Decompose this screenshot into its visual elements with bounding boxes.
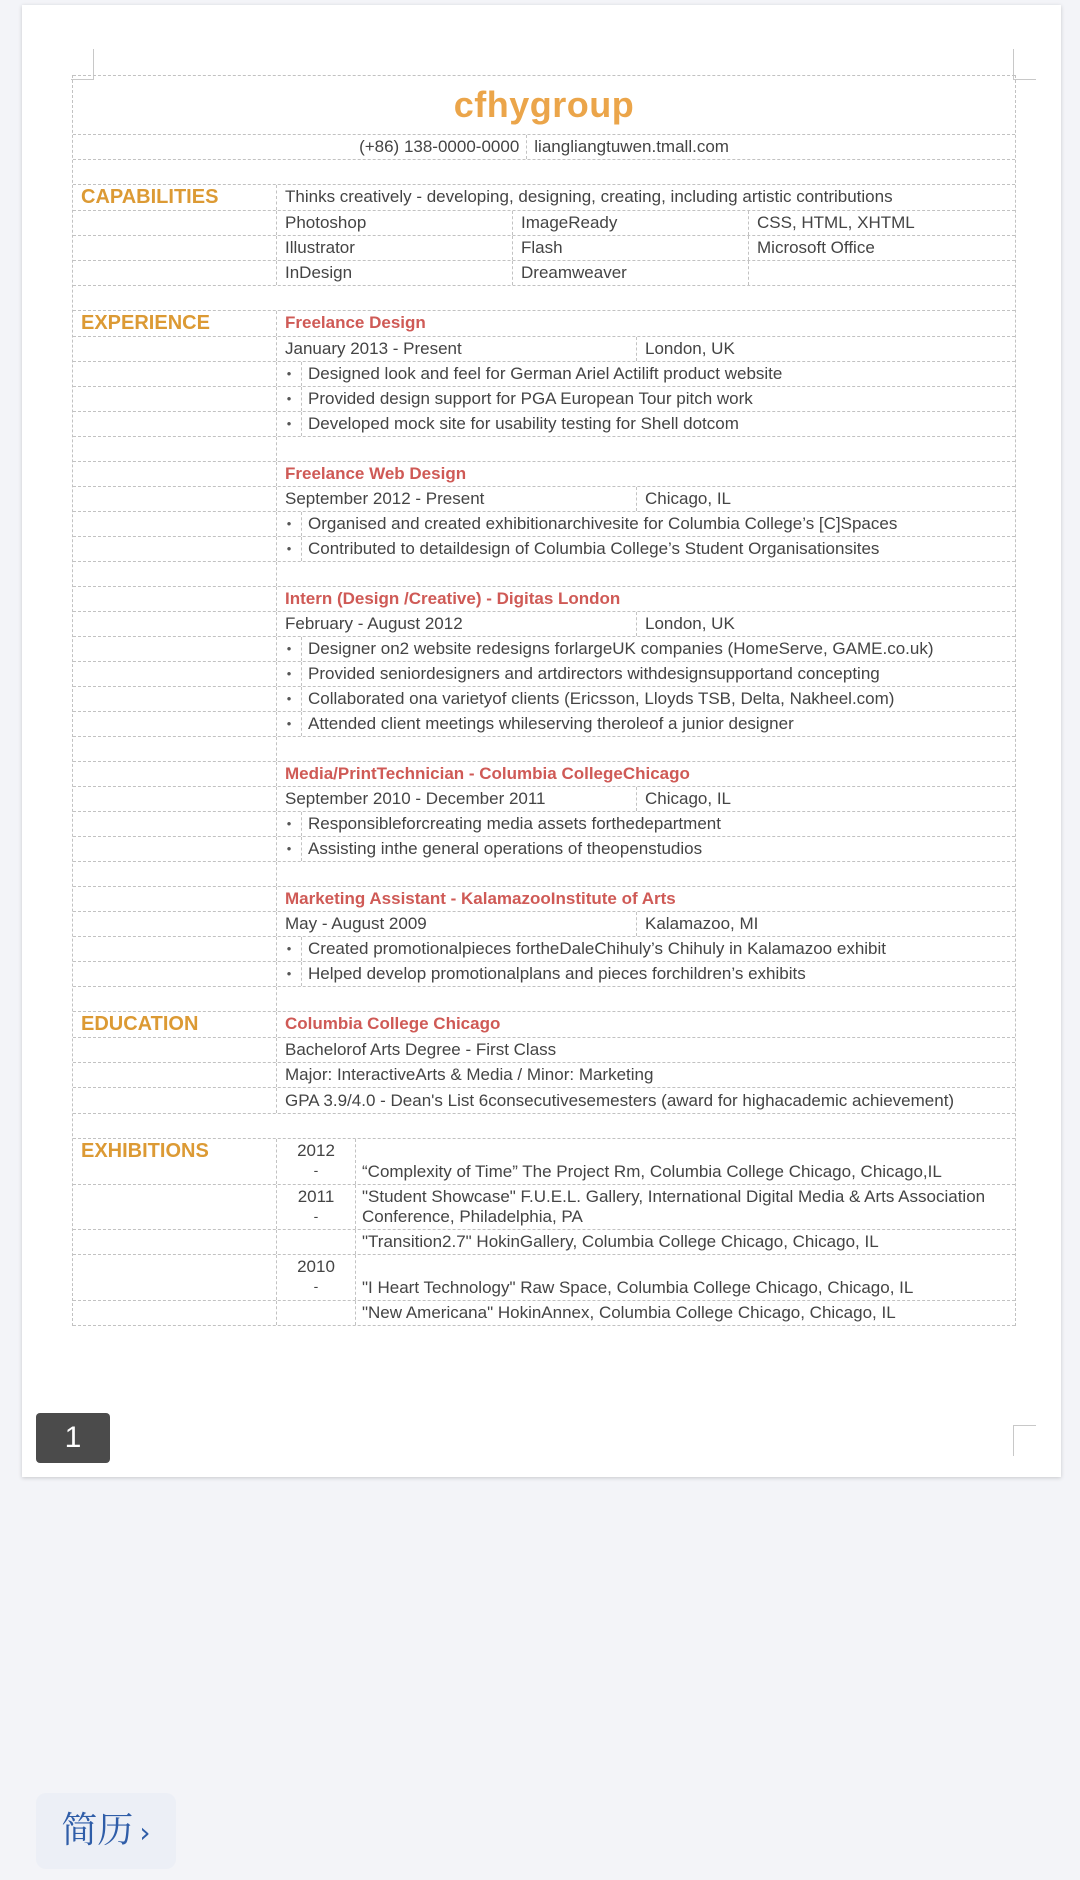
bullet-icon: • [277, 537, 302, 561]
exhibition-row [73, 1185, 1015, 1230]
skills-row [73, 236, 1015, 261]
job-bullet-row [73, 662, 1015, 687]
skills-row [73, 261, 1015, 286]
job-bullet-row [73, 512, 1015, 537]
job-bullet-row [73, 412, 1015, 437]
skill: InDesign [277, 261, 513, 285]
year-label: 2010 [297, 1257, 335, 1276]
job-title: Freelance Web Design [285, 464, 467, 483]
bullet-icon: • [277, 687, 302, 711]
job-dates: January 2013 - Present [277, 337, 637, 361]
spacer-row [73, 987, 1015, 1012]
skills-row [73, 211, 1015, 236]
job-title-row [73, 887, 1015, 912]
job-meta-row [73, 912, 1015, 937]
spacer-row [73, 862, 1015, 887]
exhibition-year [277, 1301, 356, 1325]
job-meta-row [73, 337, 1015, 362]
school-name: Columbia College Chicago [285, 1014, 501, 1033]
job-bullet: Collaborated ona varietyof clients (Ericsson, Lloyds TSB, Delta, Nakheel.com) [308, 689, 895, 708]
job-bullet: Created promotionalpieces fortheDaleChihuly’s Chihuly in Kalamazoo exhibit [308, 939, 886, 958]
job-title-row [73, 311, 1015, 337]
job-bullet: Designer on2 website redesigns forlargeUK companies (HomeServe, GAME.co.uk) [308, 639, 934, 658]
spacer-row [73, 1114, 1015, 1139]
skill: Dreamweaver [513, 261, 749, 285]
exhibition-row [73, 1230, 1015, 1255]
education-line-row [73, 1088, 1015, 1114]
phone-number: (+86) 138-0000-0000 [359, 135, 527, 159]
job-dates: September 2012 - Present [277, 487, 637, 511]
contact-row [73, 135, 1015, 160]
education-line: Bachelorof Arts Degree - First Class [285, 1040, 557, 1059]
tab-label: 简历 [61, 1810, 134, 1851]
exhibition-entry: "Transition2.7" HokinGallery, Columbia College Chicago, Chicago, IL [362, 1232, 879, 1251]
exhibition-entry: "I Heart Technology" Raw Space, Columbia College Chicago, Chicago, IL [362, 1278, 914, 1297]
chevron-right-icon: › [139, 1816, 151, 1849]
spacer-row [73, 160, 1015, 185]
year-dash: - [313, 1162, 319, 1178]
exhibition-year [277, 1230, 356, 1254]
skill: Illustrator [277, 236, 513, 260]
document-tab-resume[interactable] [36, 1793, 176, 1869]
skill: Microsoft Office [757, 238, 875, 257]
spacer-row [73, 437, 1015, 462]
education-line-row [73, 1063, 1015, 1088]
job-location: London, UK [645, 339, 735, 358]
job-title: Intern (Design /Creative) - Digitas London [285, 589, 621, 608]
job-meta-row [73, 612, 1015, 637]
job-bullet-row [73, 537, 1015, 562]
job-bullet-row [73, 637, 1015, 662]
job-dates: September 2010 - December 2011 [277, 787, 637, 811]
bullet-icon: • [277, 712, 302, 736]
capabilities-summary-row [73, 185, 1015, 211]
job-dates: May - August 2009 [277, 912, 637, 936]
job-title-row [73, 762, 1015, 787]
job-bullet: Responsibleforcreating media assets forthedepartment [308, 814, 721, 833]
job-location: Chicago, IL [645, 489, 731, 508]
capabilities-summary: Thinks creatively - developing, designing, creating, including artistic contributions [285, 187, 893, 206]
spacer-row [73, 286, 1015, 311]
job-title: Media/PrintTechnician - Columbia CollegeChicago [285, 764, 690, 783]
job-bullet: Attended client meetings whileserving theroleof a junior designer [308, 714, 794, 733]
bullet-icon: • [277, 937, 302, 961]
job-dates: February - August 2012 [277, 612, 637, 636]
bullet-icon: • [277, 387, 302, 411]
section-heading-exhibitions: EXHIBITIONS [81, 1140, 209, 1162]
skill: Photoshop [277, 211, 513, 235]
crop-mark-top-right [1013, 49, 1036, 80]
education-line: GPA 3.9/4.0 - Dean's List 6consecutivesemesters (award for highacademic achievement) [285, 1091, 955, 1110]
job-bullet: Organised and created exhibitionarchivesite for Columbia College’s [C]Spaces [308, 514, 898, 533]
skill: ImageReady [513, 211, 749, 235]
year-label: 2011 [297, 1187, 335, 1206]
job-title-row [73, 462, 1015, 487]
job-bullet: Designed look and feel for German Ariel Actilift product website [308, 364, 783, 383]
exhibition-entry: “Complexity of Time” The Project Rm, Columbia College Chicago, Chicago,IL [362, 1162, 942, 1181]
exhibition-row [73, 1139, 1015, 1185]
bullet-icon: • [277, 412, 302, 436]
section-heading-education: EDUCATION [81, 1013, 199, 1035]
job-bullet: Developed mock site for usability testing for Shell dotcom [308, 414, 739, 433]
job-meta-row [73, 787, 1015, 812]
year-label: 2012 [297, 1141, 335, 1160]
bullet-icon: • [277, 962, 302, 986]
job-bullet-row [73, 962, 1015, 987]
bullet-icon: • [277, 362, 302, 386]
job-bullet-row [73, 687, 1015, 712]
bullet-icon: • [277, 837, 302, 861]
spacer-row [73, 562, 1015, 587]
job-bullet-row [73, 812, 1015, 837]
job-bullet: Contributed to detaildesign of Columbia College’s Student Organisationsites [308, 539, 880, 558]
exhibition-year [277, 1255, 356, 1300]
job-bullet: Provided design support for PGA European Tour pitch work [308, 389, 753, 408]
bullet-icon: • [277, 637, 302, 661]
year-dash: - [313, 1208, 319, 1224]
exhibition-year [277, 1185, 356, 1229]
job-bullet-row [73, 712, 1015, 737]
name-row [73, 75, 1015, 135]
exhibition-row [73, 1255, 1015, 1301]
page-number-badge: 1 [36, 1413, 110, 1463]
job-bullet-row [73, 937, 1015, 962]
job-location: London, UK [645, 614, 735, 633]
section-heading-experience: EXPERIENCE [81, 312, 210, 334]
job-bullet-row [73, 837, 1015, 862]
skill: CSS, HTML, XHTML [757, 213, 915, 232]
job-title-row [73, 587, 1015, 612]
job-title: Marketing Assistant - KalamazooInstitute of Arts [285, 889, 676, 908]
job-title: Freelance Design [285, 313, 426, 332]
job-bullet-row [73, 362, 1015, 387]
exhibition-row [73, 1301, 1015, 1326]
education-line: Major: InteractiveArts & Media / Minor: Marketing [285, 1065, 654, 1084]
skill: Flash [513, 236, 749, 260]
job-bullet-row [73, 387, 1015, 412]
resume-document [72, 75, 1016, 1326]
job-bullet: Helped develop promotionalplans and pieces forchildren’s exhibits [308, 964, 806, 983]
bullet-icon: • [277, 812, 302, 836]
section-heading-capabilities: CAPABILITIES [81, 186, 219, 208]
exhibition-entry: "Student Showcase" F.U.E.L. Gallery, International Digital Media & Arts Association Conference, Philadelphia, PA [362, 1187, 986, 1226]
job-location: Chicago, IL [645, 789, 731, 808]
exhibition-year [277, 1139, 356, 1184]
bullet-icon: • [277, 662, 302, 686]
job-location: Kalamazoo, MI [645, 914, 759, 933]
skill [749, 261, 1015, 285]
spacer-row [73, 737, 1015, 762]
job-bullet: Provided seniordesigners and artdirectors withdesignsupportand concepting [308, 664, 880, 683]
year-dash: - [313, 1278, 319, 1294]
job-bullet: Assisting inthe general operations of theopenstudios [308, 839, 703, 858]
candidate-name: cfhygroup [453, 84, 635, 125]
crop-mark-bottom-right [1013, 1425, 1036, 1456]
job-meta-row [73, 487, 1015, 512]
education-line-row [73, 1038, 1015, 1063]
education-school-row [73, 1012, 1015, 1038]
website: liangliangtuwen.tmall.com [534, 137, 729, 156]
bullet-icon: • [277, 512, 302, 536]
exhibition-entry: "New Americana" HokinAnnex, Columbia College Chicago, Chicago, IL [362, 1303, 896, 1322]
